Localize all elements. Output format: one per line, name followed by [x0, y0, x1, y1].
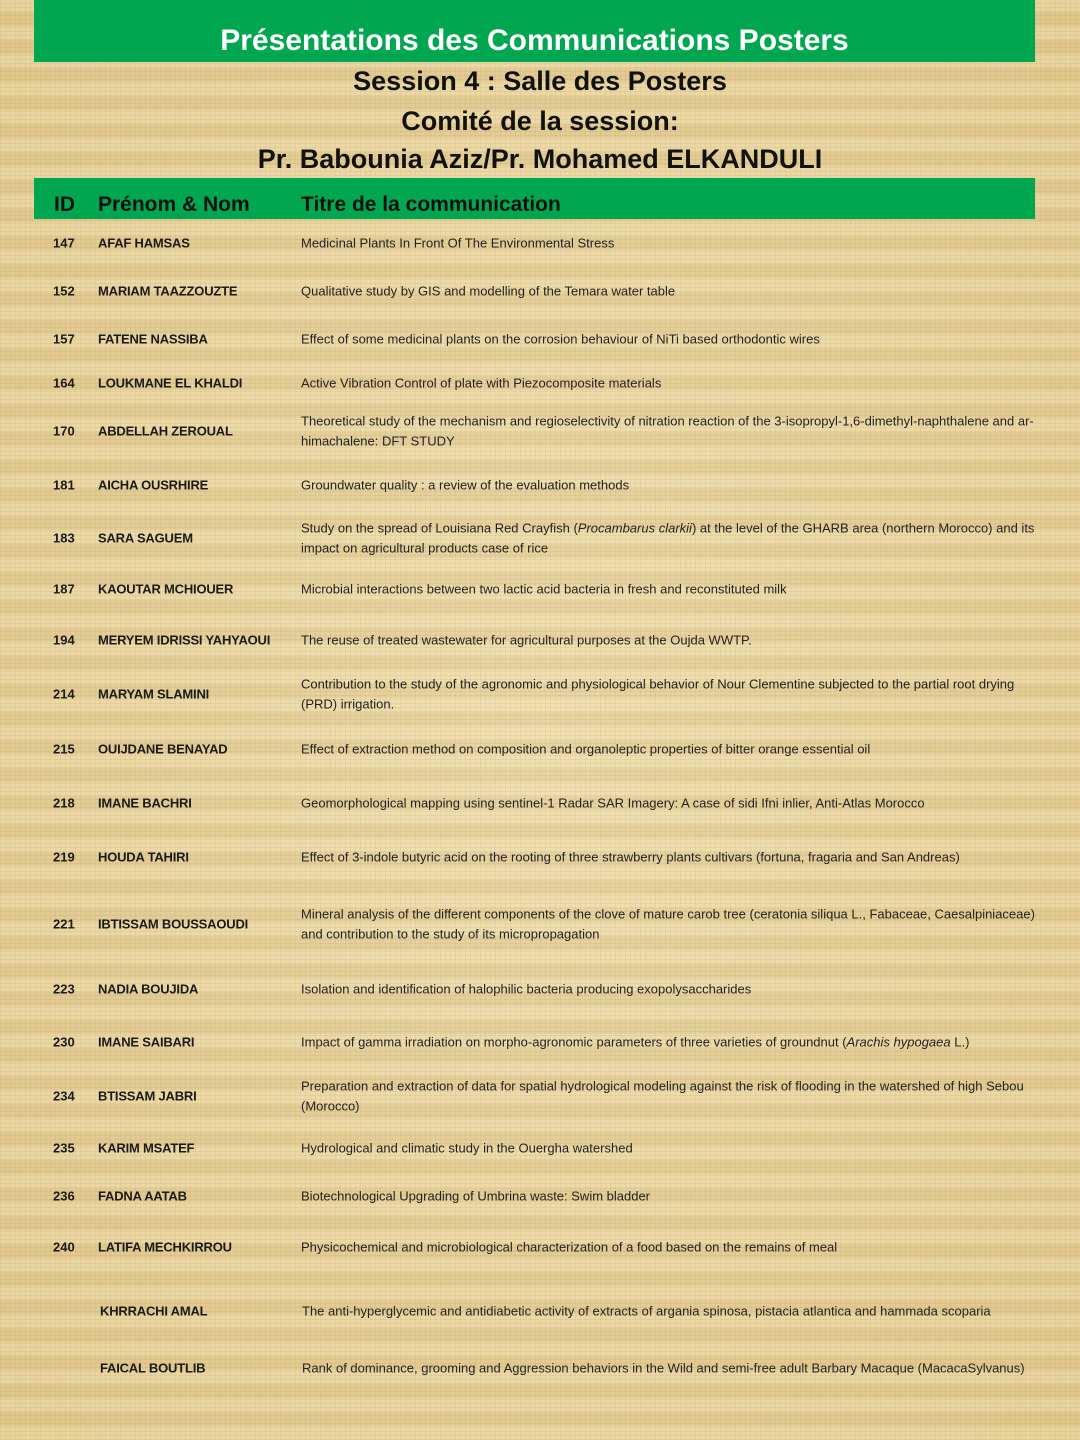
- row-communication-title: Study on the spread of Louisiana Red Crayfish (Procambarus clarkii) at the level of the GHARB area (northern Morocco) and its impact on agricultural products case of rice: [301, 520, 1035, 555]
- row-id: 240: [53, 1239, 75, 1255]
- table-row: [0, 1126, 1080, 1170]
- table-row: [0, 831, 1080, 883]
- row-id: 230: [53, 1034, 75, 1050]
- row-id: 215: [53, 741, 75, 757]
- table-row: [0, 1174, 1080, 1218]
- row-communication-title: Mineral analysis of the different components of the clove of mature carob tree (ceratonia siliqua L., Fabaceae, Caesalpiniaceae) and contribution to the study of its micropropagation: [301, 906, 1035, 941]
- row-communication-title: Active Vibration Control of plate with Piezocomposite materials: [301, 375, 662, 391]
- table-row: [0, 512, 1080, 564]
- row-communication-title: Hydrological and climatic study in the Ouergha watershed: [301, 1140, 633, 1156]
- row-id: 157: [53, 331, 75, 347]
- row-author-name: LATIFA MECHKIRROU: [98, 1239, 232, 1255]
- row-communication-title: The anti-hyperglycemic and antidiabetic activity of extracts of argania spinosa, pistacia atlantica and hammada scoparia: [302, 1303, 991, 1319]
- row-communication-title: Impact of gamma irradiation on morpho-agronomic parameters of three varieties of groundnut (Arachis hypogaea L.): [301, 1034, 970, 1050]
- row-id: 170: [53, 423, 75, 439]
- row-communication-title: Effect of some medicinal plants on the corrosion behaviour of NiTi based orthodontic wires: [301, 331, 820, 347]
- row-author-name: FATENE NASSIBA: [98, 331, 208, 347]
- table-row: [0, 405, 1080, 457]
- row-id: 194: [53, 632, 75, 648]
- row-author-name: KARIM MSATEF: [98, 1140, 195, 1156]
- row-communication-title: Effect of 3-indole butyric acid on the rooting of three strawberry plants cultivars (fortuna, fragaria and San Andreas): [301, 849, 960, 865]
- row-author-name: MERYEM IDRISSI YAHYAOUI: [98, 632, 271, 648]
- row-communication-title: Preparation and extraction of data for spatial hydrological modeling against the risk of flooding in the watershed of high Sebou (Morocco): [301, 1078, 1024, 1113]
- row-author-name: MARYAM SLAMINI: [98, 686, 210, 702]
- table-row: [0, 269, 1080, 313]
- row-id: 235: [53, 1140, 75, 1156]
- row-id: 218: [53, 795, 75, 811]
- row-communication-title: Geomorphological mapping using sentinel-1 Radar SAR Imagery: A case of sidi Ifni inlier, Anti-Atlas Morocco: [301, 795, 925, 811]
- row-author-name: AICHA OUSRHIRE: [98, 477, 209, 493]
- row-communication-title: The reuse of treated wastewater for agricultural purposes at the Oujda WWTP.: [301, 632, 752, 648]
- page-title: Présentations des Communications Posters: [220, 24, 849, 57]
- row-id: 234: [53, 1088, 75, 1104]
- table-row: [0, 1070, 1080, 1122]
- committee-label: Comité de la session:: [401, 106, 679, 136]
- table-row: [0, 1285, 1080, 1337]
- table-row: [0, 896, 1080, 952]
- row-author-name: IMANE SAIBARI: [98, 1034, 195, 1050]
- row-communication-title: Rank of dominance, grooming and Aggression behaviors in the Wild and semi-free adult Barbary Macaque (MacacaSylvanus): [302, 1360, 1025, 1376]
- row-id: 183: [53, 530, 75, 546]
- row-communication-title: Groundwater quality : a review of the evaluation methods: [301, 477, 630, 493]
- table-row: [0, 317, 1080, 361]
- row-id: 147: [53, 235, 75, 251]
- column-header-id: ID: [54, 193, 75, 216]
- row-author-name: KAOUTAR MCHIOUER: [98, 581, 234, 597]
- row-communication-title: Isolation and identification of halophilic bacteria producing exopolysaccharides: [301, 981, 752, 997]
- row-communication-title: Contribution to the study of the agronomic and physiological behavior of Nour Clementine subjected to the partial root drying (PRD) irrigation.: [301, 676, 1015, 711]
- column-header-name: Prénom & Nom: [98, 193, 250, 216]
- table-row: [0, 1342, 1080, 1394]
- row-communication-title: Effect of extraction method on composition and organoleptic properties of bitter orange essential oil: [301, 741, 871, 757]
- table-row: [0, 221, 1080, 265]
- row-author-name: FADNA AATAB: [98, 1188, 187, 1204]
- table-row: [0, 1225, 1080, 1269]
- row-author-name: AFAF HAMSAS: [98, 235, 190, 251]
- row-communication-title: Microbial interactions between two lactic acid bacteria in fresh and reconstituted milk: [301, 581, 787, 597]
- row-communication-title: Theoretical study of the mechanism and regioselectivity of nitration reaction of the 3-isopropyl-1,6-dimethyl-naphthalene and ar-himachalene: DFT STUDY: [301, 413, 1034, 448]
- table-row: [0, 567, 1080, 611]
- table-header: [34, 178, 1035, 219]
- row-author-name: BTISSAM JABRI: [98, 1088, 197, 1104]
- row-id: 236: [53, 1188, 75, 1204]
- table-row: [0, 727, 1080, 771]
- row-id: 223: [53, 981, 75, 997]
- row-id: 214: [53, 686, 75, 702]
- row-author-name: NADIA BOUJIDA: [98, 981, 199, 997]
- row-author-name: MARIAM TAAZZOUZTE: [98, 283, 238, 299]
- page-title-banner: [34, 0, 1035, 62]
- table-row: [0, 1016, 1080, 1068]
- row-author-name: LOUKMANE EL KHALDI: [98, 375, 243, 391]
- table-row: [0, 967, 1080, 1011]
- committee-members: Pr. Babounia Aziz/Pr. Mohamed ELKANDULI: [257, 144, 823, 174]
- row-id: 164: [53, 375, 75, 391]
- row-communication-title: Qualitative study by GIS and modelling of the Temara water table: [301, 283, 676, 299]
- table-row: [0, 618, 1080, 662]
- row-author-name: FAICAL BOUTLIB: [100, 1360, 206, 1376]
- table-row: [0, 463, 1080, 507]
- row-author-name: KHRRACHI AMAL: [100, 1303, 208, 1319]
- row-author-name: IBTISSAM BOUSSAOUDI: [98, 916, 249, 932]
- row-id: 152: [53, 283, 75, 299]
- row-author-name: ABDELLAH ZEROUAL: [98, 423, 233, 439]
- row-id: 221: [53, 916, 75, 932]
- row-author-name: HOUDA TAHIRI: [98, 849, 189, 865]
- row-author-name: OUIJDANE BENAYAD: [98, 741, 228, 757]
- row-id: 219: [53, 849, 75, 865]
- session-heading: Session 4 : Salle des Posters: [353, 66, 727, 96]
- row-communication-title: Biotechnological Upgrading of Umbrina waste: Swim bladder: [301, 1188, 651, 1204]
- row-communication-title: Medicinal Plants In Front Of The Environmental Stress: [301, 235, 615, 251]
- row-id: 181: [53, 477, 75, 493]
- row-author-name: IMANE BACHRI: [98, 795, 192, 811]
- table-row: [0, 668, 1080, 720]
- table-row: [0, 781, 1080, 825]
- column-header-title: Titre de la communication: [301, 193, 561, 216]
- table-row: [0, 363, 1080, 403]
- row-communication-title: Physicochemical and microbiological characterization of a food based on the remains of meal: [301, 1239, 838, 1255]
- row-id: 187: [53, 581, 75, 597]
- row-author-name: SARA SAGUEM: [98, 530, 193, 546]
